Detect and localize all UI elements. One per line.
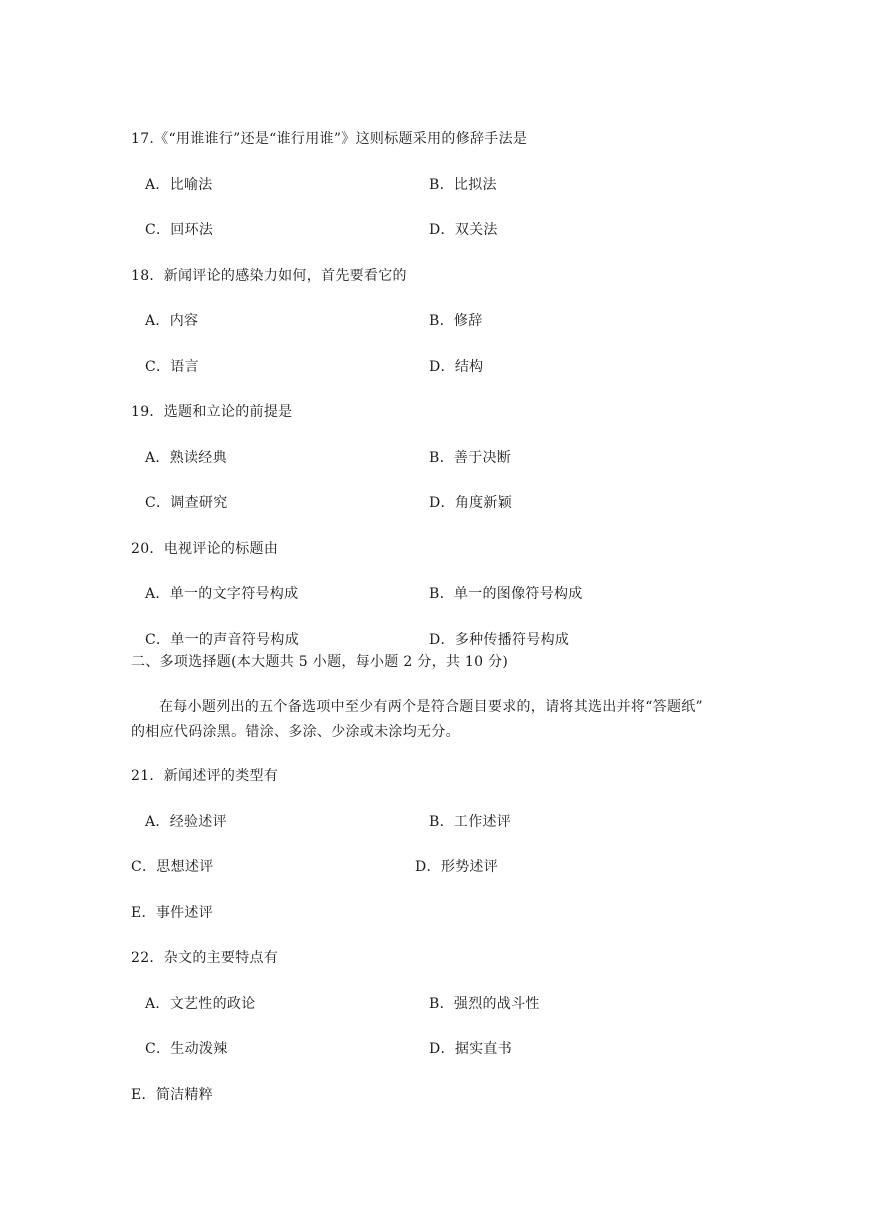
question-18-option-b: B．修辞 <box>429 313 483 329</box>
question-18-option-a: A．内容 <box>145 313 199 329</box>
question-20-stem: 20．电视评论的标题由 <box>131 541 279 557</box>
question-18-stem: 18．新闻评论的感染力如何，首先要看它的 <box>131 268 407 284</box>
question-22-option-b: B．强烈的战斗性 <box>429 996 540 1012</box>
question-17-stem: 17.《“用谁谁行”还是“谁行用谁”》这则标题采用的修辞手法是 <box>131 131 528 147</box>
question-17-option-d: D．双关法 <box>429 222 498 238</box>
question-19-option-a: A．熟读经典 <box>145 450 227 466</box>
question-21-option-d: D．形势述评 <box>415 859 499 875</box>
question-18-option-c: C．语言 <box>145 359 199 375</box>
question-21-option-b: B．工作述评 <box>429 814 512 830</box>
question-17-option-c: C．回环法 <box>145 222 214 238</box>
question-20-option-d: D．多种传播符号构成 <box>429 632 570 648</box>
question-21-stem: 21．新闻述评的类型有 <box>131 768 279 784</box>
question-19-option-c: C．调查研究 <box>145 495 228 511</box>
question-17-option-a: A．比喻法 <box>145 177 213 193</box>
question-20-option-a: A．单一的文字符号构成 <box>145 586 299 602</box>
question-19-option-b: B．善于决断 <box>429 450 512 466</box>
section-2-instruction-line-1: 在每小题列出的五个备选项中至少有两个是符合题目要求的，请将其选出并将“答题纸” <box>159 699 704 715</box>
question-20-option-c: C．单一的声音符号构成 <box>145 632 300 648</box>
question-21-option-a: A．经验述评 <box>145 814 227 830</box>
question-21-option-c: C．思想述评 <box>131 859 214 875</box>
section-2-instruction-line-2: 的相应代码涂黑。错涂、多涂、少涂或未涂均无分。 <box>131 724 460 740</box>
question-20-option-b: B．单一的图像符号构成 <box>429 586 583 602</box>
question-22-option-a: A．文艺性的政论 <box>145 996 256 1012</box>
question-22-option-d: D．据实直书 <box>429 1041 513 1057</box>
question-19-option-d: D．角度新颖 <box>429 495 513 511</box>
question-22-option-e: E．简洁精粹 <box>131 1087 214 1103</box>
question-22-option-c: C．生动泼辣 <box>145 1041 228 1057</box>
question-19-stem: 19．选题和立论的前提是 <box>131 404 293 420</box>
section-2-title: 二、多项选择题(本大题共 5 小题，每小题 2 分，共 10 分) <box>131 654 509 670</box>
question-18-option-d: D．结构 <box>429 359 484 375</box>
question-21-option-e: E．事件述评 <box>131 905 214 921</box>
question-22-stem: 22．杂文的主要特点有 <box>131 950 279 966</box>
question-17-option-b: B．比拟法 <box>429 177 497 193</box>
